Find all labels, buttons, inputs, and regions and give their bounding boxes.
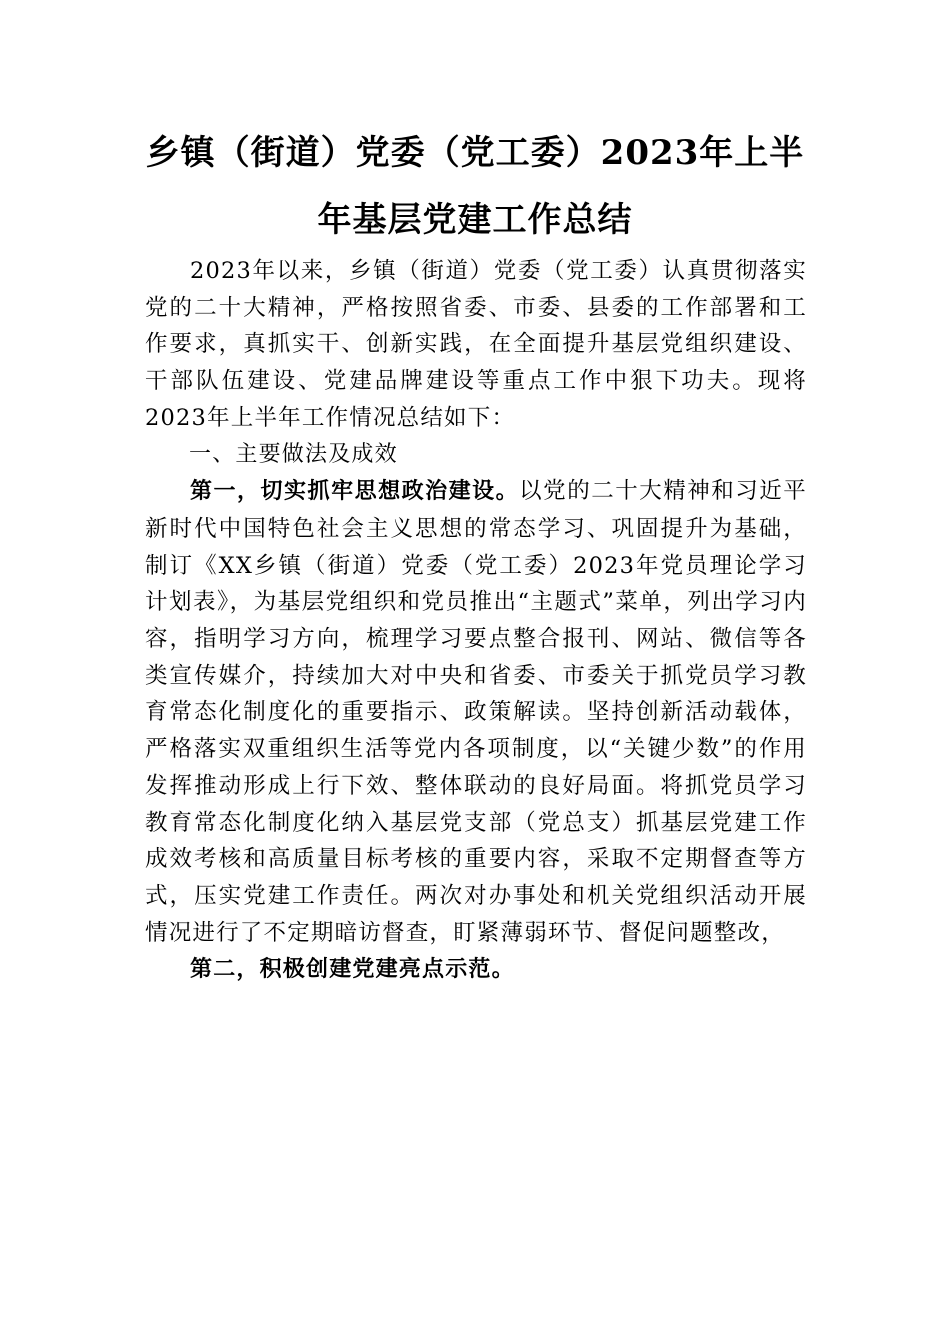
document-title-line-2: 年基层党建工作总结 bbox=[317, 200, 633, 240]
document-body bbox=[145, 253, 807, 989]
point-1-lead: 第一，切实抓牢思想政治建设。 bbox=[190, 479, 520, 505]
point-1-body: 以党的二十大精神和习近平新时代中国特色社会主义思想的常态学习、巩固提升为基础，制订《XX乡镇（街道）党委（党工委）2023年党员理论学习计划表》，为基层党组织和党员推出“主题式”菜单，列出学习内容，指明学习方向，梳理学习要点整合报刊、网站、微信等各类宣传媒介，持续加大对中央和省委、市委关于抓党员学习教育常态化制度化的重要指示、政策解读。坚持创新活动载体，严格落实双重组织生活等党内各项制度，以“关键少数”的作用发挥推动形成上行下效、整体联动的良好局面。将抓党员学习教育常态化制度化纳入基层党支部（党总支）抓基层党建工作成效考核和高质量目标考核的重要内容，采取不定期督查等方式，压实党建工作责任。两次对办事处和机关党组织活动开展情况进行了不定期暗访督查，盯紧薄弱环节、督促问题整改， bbox=[145, 478, 807, 946]
document-title-line-1: 乡镇（街道）党委（党工委）2023年上半 bbox=[145, 133, 805, 173]
section-1-heading: 一、主要做法及成效 bbox=[189, 441, 398, 467]
point-2-lead: 第二，积极创建党建亮点示范。 bbox=[190, 957, 515, 983]
point-2-paragraph bbox=[145, 951, 807, 989]
intro-paragraph: 2023年以来，乡镇（街道）党委（党工委）认真贯彻落实党的二十大精神，严格按照省委、市委、县委的工作部署和工作要求，真抓实干、创新实践，在全面提升基层党组织建设、干部队伍建设、党建品牌建设等重点工作中狠下功夫。现将2023年上半年工作情况总结如下： bbox=[145, 258, 807, 431]
point-1-paragraph bbox=[145, 473, 807, 951]
